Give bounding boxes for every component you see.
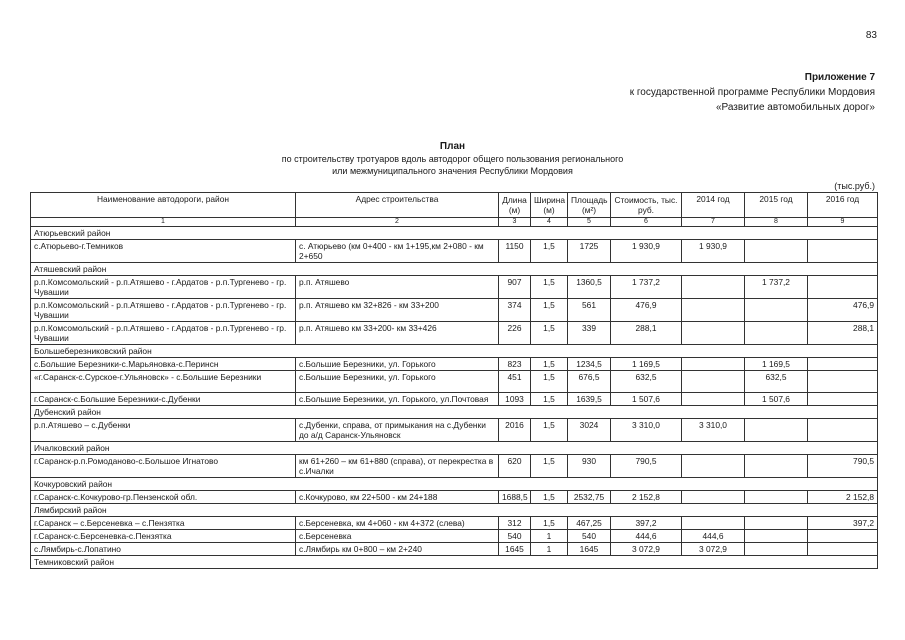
district-empty-cell	[296, 442, 499, 455]
cell-y2014	[682, 371, 745, 393]
cell-y2016: 476,9	[808, 299, 878, 322]
district-empty-cell	[808, 478, 878, 491]
district-empty-cell	[499, 227, 531, 240]
cell-length: 540	[499, 530, 531, 543]
cell-y2016: 397,2	[808, 517, 878, 530]
unit-label: (тыс.руб.)	[834, 181, 875, 191]
district-empty-cell	[296, 263, 499, 276]
cell-name: р.п.Атяшево – с.Дубенки	[31, 419, 296, 442]
cell-cost: 444,6	[611, 530, 682, 543]
district-name: Дубенский район	[31, 406, 296, 419]
cell-address: с.Большие Березники, ул. Горького, ул.Почтовая	[296, 393, 499, 406]
cell-y2014: 1 930,9	[682, 240, 745, 263]
district-empty-cell	[682, 478, 745, 491]
col-number: 6	[611, 218, 682, 227]
cell-name: с.Атюрьево-г.Темников	[31, 240, 296, 263]
district-empty-cell	[568, 504, 611, 517]
district-row	[31, 406, 878, 419]
col-number: 2	[296, 218, 499, 227]
cell-name: «г.Саранск-с.Сурское-г.Ульяновск» - с.Большие Березники	[31, 371, 296, 393]
cell-area: 3024	[568, 419, 611, 442]
district-empty-cell	[745, 442, 808, 455]
cell-cost: 3 310,0	[611, 419, 682, 442]
col-number: 9	[808, 218, 878, 227]
district-empty-cell	[808, 263, 878, 276]
cell-area: 1645	[568, 543, 611, 556]
cell-address: с.Дубенки, справа, от примыкания на с.Дубенки до а/д Саранск-Ульяновск	[296, 419, 499, 442]
header-row	[31, 193, 878, 218]
cell-y2015: 1 169,5	[745, 358, 808, 371]
district-empty-cell	[296, 504, 499, 517]
cell-y2015	[745, 299, 808, 322]
col-number: 1	[31, 218, 296, 227]
cell-length: 907	[499, 276, 531, 299]
cell-address: км 61+260 – км 61+880 (справа), от перекрестка в с.Ичалки	[296, 455, 499, 478]
district-empty-cell	[568, 406, 611, 419]
cell-y2016	[808, 393, 878, 406]
plan-title-block	[0, 141, 905, 177]
cell-y2014	[682, 322, 745, 345]
district-empty-cell	[568, 345, 611, 358]
district-empty-cell	[745, 478, 808, 491]
cell-cost: 2 152,8	[611, 491, 682, 504]
cell-y2014: 3 310,0	[682, 419, 745, 442]
cell-y2015	[745, 491, 808, 504]
district-empty-cell	[682, 345, 745, 358]
cell-y2016	[808, 530, 878, 543]
cell-width: 1,5	[531, 299, 568, 322]
district-empty-cell	[499, 442, 531, 455]
cell-address: с.Кочкурово, км 22+500 - км 24+188	[296, 491, 499, 504]
cell-name: г.Саранск – с.Берсеневка – с.Пензятка	[31, 517, 296, 530]
col-number: 3	[499, 218, 531, 227]
table-row	[31, 491, 878, 504]
district-empty-cell	[611, 556, 682, 569]
cell-area: 1639,5	[568, 393, 611, 406]
cell-address: с.Берсеневка, км 4+060 - км 4+372 (слева)	[296, 517, 499, 530]
district-empty-cell	[611, 263, 682, 276]
district-empty-cell	[296, 345, 499, 358]
district-empty-cell	[808, 504, 878, 517]
cell-y2015: 1 737,2	[745, 276, 808, 299]
cell-width: 1,5	[531, 322, 568, 345]
district-empty-cell	[745, 504, 808, 517]
district-empty-cell	[296, 478, 499, 491]
cell-length: 1150	[499, 240, 531, 263]
cell-y2016	[808, 240, 878, 263]
cell-address: р.п. Атяшево	[296, 276, 499, 299]
district-empty-cell	[808, 345, 878, 358]
plan-title: План	[439, 141, 466, 152]
appendix-line-1: к государственной программе Республики Мордовия	[629, 87, 875, 98]
district-row	[31, 478, 878, 491]
cell-area: 339	[568, 322, 611, 345]
cell-name: р.п.Комсомольский - р.п.Атяшево - г.Ардатов - р.п.Тургенево - гр. Чувашии	[31, 322, 296, 345]
district-empty-cell	[611, 478, 682, 491]
cell-length: 374	[499, 299, 531, 322]
cell-length: 2016	[499, 419, 531, 442]
cell-width: 1,5	[531, 491, 568, 504]
cell-area: 2532,75	[568, 491, 611, 504]
cell-width: 1,5	[531, 276, 568, 299]
header-2014: 2014 год	[682, 193, 745, 218]
plan-line-2: или межмуниципального значения Республики Мордовия	[332, 166, 573, 176]
district-empty-cell	[611, 406, 682, 419]
district-empty-cell	[531, 556, 568, 569]
cell-length: 620	[499, 455, 531, 478]
district-empty-cell	[682, 263, 745, 276]
cell-length: 312	[499, 517, 531, 530]
district-name: Большеберезниковский район	[31, 345, 296, 358]
cell-width: 1,5	[531, 517, 568, 530]
cell-y2014: 444,6	[682, 530, 745, 543]
district-empty-cell	[682, 504, 745, 517]
district-empty-cell	[531, 406, 568, 419]
table-row	[31, 543, 878, 556]
district-empty-cell	[568, 263, 611, 276]
cell-width: 1,5	[531, 358, 568, 371]
district-row	[31, 263, 878, 276]
cell-name: г.Саранск-с.Кочкурово-гр.Пензенской обл.	[31, 491, 296, 504]
cell-y2015	[745, 322, 808, 345]
plan-line-1: по строительству тротуаров вдоль автодорог общего пользования регионального	[281, 154, 624, 164]
district-empty-cell	[745, 406, 808, 419]
table-row	[31, 393, 878, 406]
cell-width: 1	[531, 543, 568, 556]
district-empty-cell	[499, 504, 531, 517]
cell-width: 1,5	[531, 455, 568, 478]
cell-length: 1688,5	[499, 491, 531, 504]
cell-y2014	[682, 358, 745, 371]
col-number: 8	[745, 218, 808, 227]
cell-y2014	[682, 299, 745, 322]
district-name: Ичалковский район	[31, 442, 296, 455]
plan-table	[30, 192, 878, 569]
district-empty-cell	[745, 227, 808, 240]
district-name: Темниковский район	[31, 556, 296, 569]
cell-cost: 397,2	[611, 517, 682, 530]
table-row	[31, 322, 878, 345]
cell-y2015	[745, 530, 808, 543]
cell-y2014	[682, 491, 745, 504]
district-empty-cell	[611, 345, 682, 358]
table-row	[31, 530, 878, 543]
district-empty-cell	[499, 556, 531, 569]
cell-address: с. Атюрьево (км 0+400 - км 1+195,км 2+080 - км 2+650	[296, 240, 499, 263]
district-empty-cell	[745, 263, 808, 276]
district-name: Атюрьевский район	[31, 227, 296, 240]
district-empty-cell	[568, 478, 611, 491]
district-empty-cell	[499, 345, 531, 358]
appendix-header	[630, 70, 875, 115]
cell-y2015: 1 507,6	[745, 393, 808, 406]
cell-address: р.п. Атяшево км 33+200- км 33+426	[296, 322, 499, 345]
cell-y2014: 3 072,9	[682, 543, 745, 556]
cell-area: 1725	[568, 240, 611, 263]
district-empty-cell	[568, 556, 611, 569]
cell-y2014	[682, 455, 745, 478]
header-area: Площадь (м²)	[568, 193, 611, 218]
cell-name: г.Саранск-с.Берсеневка-с.Пензятка	[31, 530, 296, 543]
district-empty-cell	[531, 504, 568, 517]
header-cost: Стоимость, тыс. руб.	[611, 193, 682, 218]
district-row	[31, 556, 878, 569]
table-row	[31, 419, 878, 442]
table-row	[31, 358, 878, 371]
district-empty-cell	[682, 556, 745, 569]
cell-y2014	[682, 517, 745, 530]
cell-name: р.п.Комсомольский - р.п.Атяшево - г.Ардатов - р.п.Тургенево - гр. Чувашии	[31, 276, 296, 299]
cell-address: р.п. Атяшево км 32+826 - км 33+200	[296, 299, 499, 322]
district-empty-cell	[531, 345, 568, 358]
cell-name: г.Саранск-с.Большие Березники-с.Дубенки	[31, 393, 296, 406]
cell-address: с.Большие Березники, ул. Горького	[296, 371, 499, 393]
col-number: 7	[682, 218, 745, 227]
cell-length: 451	[499, 371, 531, 393]
district-empty-cell	[808, 227, 878, 240]
cell-width: 1,5	[531, 371, 568, 393]
cell-y2015	[745, 455, 808, 478]
col-number: 4	[531, 218, 568, 227]
cell-area: 561	[568, 299, 611, 322]
table-row	[31, 299, 878, 322]
cell-name: с.Лямбирь-с.Лопатино	[31, 543, 296, 556]
cell-y2016: 790,5	[808, 455, 878, 478]
district-row	[31, 345, 878, 358]
cell-cost: 3 072,9	[611, 543, 682, 556]
cell-length: 823	[499, 358, 531, 371]
cell-name: с.Большие Березники-с.Марьяновка-с.Перинсн	[31, 358, 296, 371]
cell-y2016	[808, 358, 878, 371]
cell-cost: 1 930,9	[611, 240, 682, 263]
cell-cost: 476,9	[611, 299, 682, 322]
district-empty-cell	[531, 227, 568, 240]
cell-y2015	[745, 240, 808, 263]
table-row	[31, 517, 878, 530]
cell-y2016	[808, 543, 878, 556]
district-row	[31, 442, 878, 455]
column-number-row	[31, 218, 878, 227]
district-empty-cell	[808, 442, 878, 455]
header-length: Длина (м)	[499, 193, 531, 218]
cell-y2016: 2 152,8	[808, 491, 878, 504]
cell-y2015: 632,5	[745, 371, 808, 393]
district-empty-cell	[499, 263, 531, 276]
district-empty-cell	[531, 263, 568, 276]
cell-area: 467,25	[568, 517, 611, 530]
district-empty-cell	[531, 442, 568, 455]
table-row	[31, 371, 878, 393]
cell-y2014	[682, 276, 745, 299]
col-number: 5	[568, 218, 611, 227]
cell-address: с.Берсеневка	[296, 530, 499, 543]
district-name: Лямбирский район	[31, 504, 296, 517]
cell-width: 1,5	[531, 240, 568, 263]
cell-name: р.п.Комсомольский - р.п.Атяшево - г.Ардатов - р.п.Тургенево - гр. Чувашии	[31, 299, 296, 322]
cell-cost: 1 507,6	[611, 393, 682, 406]
cell-area: 676,5	[568, 371, 611, 393]
district-empty-cell	[296, 406, 499, 419]
header-width: Ширина (м)	[531, 193, 568, 218]
district-empty-cell	[568, 227, 611, 240]
district-empty-cell	[745, 345, 808, 358]
cell-y2015	[745, 543, 808, 556]
page-number: 83	[865, 30, 877, 41]
cell-address: с.Лямбирь км 0+800 – км 2+240	[296, 543, 499, 556]
cell-cost: 1 169,5	[611, 358, 682, 371]
district-empty-cell	[611, 227, 682, 240]
district-empty-cell	[611, 442, 682, 455]
table-body	[31, 227, 878, 569]
appendix-line-2: «Развитие автомобильных дорог»	[715, 102, 875, 113]
district-empty-cell	[568, 442, 611, 455]
header-name: Наименование автодороги, район	[31, 193, 296, 218]
cell-cost: 1 737,2	[611, 276, 682, 299]
table-row	[31, 276, 878, 299]
cell-y2016	[808, 419, 878, 442]
header-2016: 2016 год	[808, 193, 878, 218]
cell-y2016	[808, 276, 878, 299]
district-name: Кочкуровский район	[31, 478, 296, 491]
table-row	[31, 240, 878, 263]
district-empty-cell	[682, 406, 745, 419]
district-empty-cell	[808, 406, 878, 419]
cell-y2015	[745, 419, 808, 442]
district-empty-cell	[296, 227, 499, 240]
cell-cost: 632,5	[611, 371, 682, 393]
cell-area: 1360,5	[568, 276, 611, 299]
district-empty-cell	[745, 556, 808, 569]
district-empty-cell	[808, 556, 878, 569]
cell-y2016: 288,1	[808, 322, 878, 345]
table-row	[31, 455, 878, 478]
cell-area: 540	[568, 530, 611, 543]
district-empty-cell	[499, 406, 531, 419]
cell-y2014	[682, 393, 745, 406]
appendix-title: Приложение 7	[804, 72, 875, 83]
cell-width: 1,5	[531, 419, 568, 442]
cell-y2016	[808, 371, 878, 393]
cell-cost: 288,1	[611, 322, 682, 345]
district-empty-cell	[611, 504, 682, 517]
district-empty-cell	[296, 556, 499, 569]
cell-area: 930	[568, 455, 611, 478]
district-empty-cell	[682, 227, 745, 240]
cell-length: 1093	[499, 393, 531, 406]
cell-cost: 790,5	[611, 455, 682, 478]
header-2015: 2015 год	[745, 193, 808, 218]
cell-address: с.Большие Березники, ул. Горького	[296, 358, 499, 371]
district-empty-cell	[531, 478, 568, 491]
district-empty-cell	[682, 442, 745, 455]
cell-area: 1234,5	[568, 358, 611, 371]
cell-width: 1	[531, 530, 568, 543]
cell-length: 226	[499, 322, 531, 345]
cell-width: 1,5	[531, 393, 568, 406]
cell-name: г.Саранск-р.п.Ромоданово-с.Большое Игнатово	[31, 455, 296, 478]
district-name: Атяшевский район	[31, 263, 296, 276]
header-address: Адрес строительства	[296, 193, 499, 218]
district-row	[31, 504, 878, 517]
cell-y2015	[745, 517, 808, 530]
district-row	[31, 227, 878, 240]
cell-length: 1645	[499, 543, 531, 556]
district-empty-cell	[499, 478, 531, 491]
